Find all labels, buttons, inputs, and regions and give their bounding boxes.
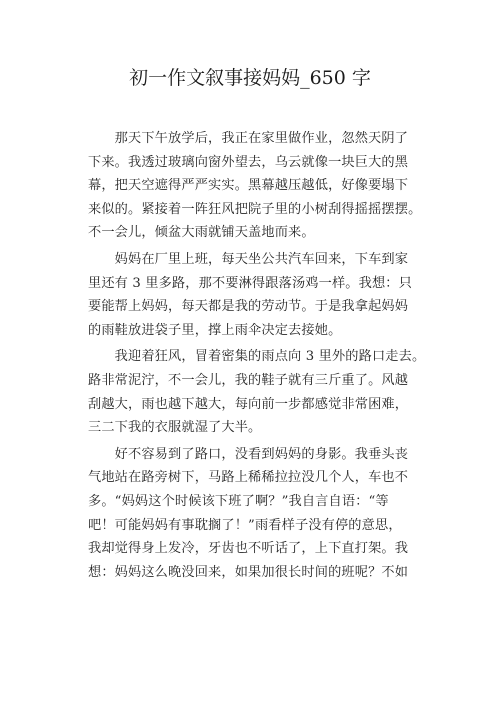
text-line: 下来。我透过玻璃向窗外望去，乌云就像一块巨大的黑	[88, 154, 409, 170]
text-line: 多。“妈妈这个时候该下班了啊？”我自言自语：“等	[88, 493, 389, 509]
document-body	[88, 127, 426, 584]
text-line: 的雨鞋放进袋子里，撑上雨伞决定去接她。	[88, 322, 342, 338]
text-line: 来似的。紧接着一阵狂风把院子里的小树刮得摇摇摆摆。	[88, 201, 422, 217]
text-line: 要能帮上妈妈，每天都是我的劳动节。于是我拿起妈妈	[88, 299, 409, 315]
text-line: 幕，把天空遮得严严实实。黑幕越压越低，好像要塌下	[88, 178, 409, 194]
text-line: 吧！可能妈妈有事耽搁了！”雨看样子没有停的意思，	[88, 517, 402, 533]
text-line: 想：妈妈这么晚没回来，如果加很长时间的班呢？不如	[88, 564, 409, 580]
text-line: 我迎着狂风，冒着密集的雨点向 3 里外的路口走去。	[88, 349, 426, 365]
text-line: 不一会儿，倾盆大雨就铺天盖地而来。	[88, 225, 315, 241]
document-title: 初一作文叙事接妈妈_650 字	[129, 67, 371, 89]
text-line: 妈妈在厂里上班，每天坐公共汽车回来，下车到家	[88, 251, 409, 267]
text-line: 刮越大，雨也越下越大，每向前一步都感觉非常困难，	[88, 396, 409, 412]
paragraph-2	[88, 248, 420, 342]
text-line: 气地站在路旁树下，马路上稀稀拉拉没几个人，车也不	[88, 470, 409, 486]
paragraph-3	[88, 345, 426, 439]
text-line: 好不容易到了路口，没看到妈妈的身影。我垂头丧	[88, 446, 409, 462]
text-line: 我却觉得身上发冷，牙齿也不听话了，上下直打架。我	[88, 541, 409, 557]
paragraph-4	[88, 443, 420, 585]
text-line: 三二下我的衣服就湿了大半。	[88, 420, 262, 436]
text-line: 路非常泥泞，不一会儿，我的鞋子就有三斤重了。风越	[88, 372, 409, 388]
paragraph-1	[88, 127, 420, 245]
text-line: 里还有 3 里多路，那不要淋得跟落汤鸡一样。我想：只	[88, 275, 412, 291]
text-line: 那天下午放学后，我正在家里做作业，忽然天阴了	[88, 131, 409, 146]
